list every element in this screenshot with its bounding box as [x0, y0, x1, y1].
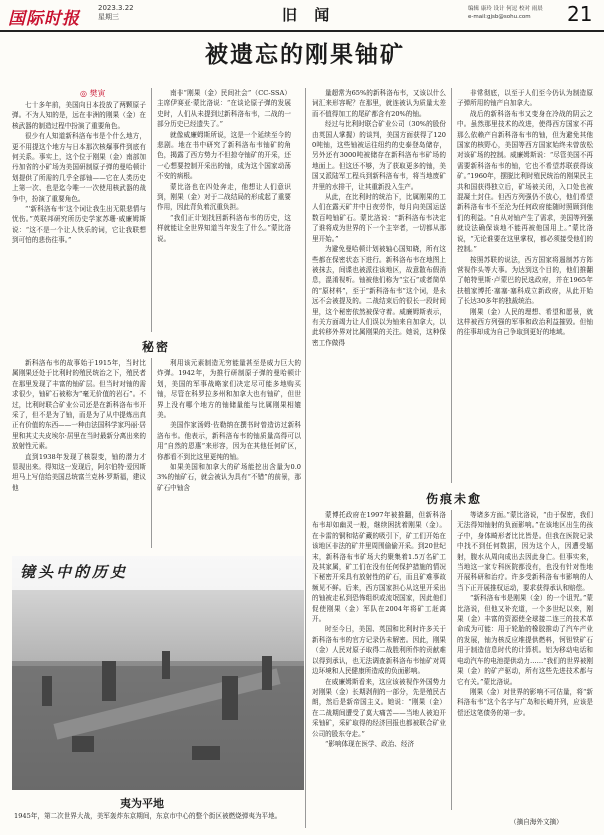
paragraph: 新科洛布韦的故事始于1915年，当时比属刚果还处于比利时的殖民统治之下，殖民者在那里发现了丰富的铀矿层。但当时对铀的需求很少，铀矿石被称为“毫无价值的岩石”。不过，比利时联合矿业公司还是在新科洛布韦开采了，但不是为了铀，而是为了从中提炼出真正有价值的东西——一种由法国科学家玛丽·居里和其丈夫皮埃尔·居里在当时最新分离出来的放射性元素。 [12, 359, 146, 451]
paragraph: 经过与比利时联合矿业公司（30%的股份由英国人掌握）的谈判，美国方面获得了1200吨铀，这些铀被运往纽约的史泰登岛储存，另外还有3000吨被储存在新科洛布韦矿场的地面上。但这还不够，为了获取更多的铀，美国又派陆军工程兵到新科洛布韦，将当地废矿井里的水排干，让其重新投入生产。 [312, 120, 446, 191]
article-column-4 [457, 88, 593, 483]
headline: 被遗忘的刚果铀矿 [205, 42, 405, 68]
date-text: 2023.3.22 [98, 4, 134, 12]
paragraph: 刚果（金）人民的理想、希望和愿景，就这样被西方列强的军事和政治利益摧毁。但铀的往事却成为自己争取到更好的地域。 [457, 307, 593, 337]
article-column-2b [157, 358, 301, 548]
paragraph: 七十多年前，美国向日本投放了两颗原子弹。不为人知的是，远在非洲的刚果（金）在核武器的制造过程中扮演了重要角色。 [12, 101, 146, 130]
column-divider [451, 88, 452, 483]
paragraph: 战后的新科洛布韦又变身在冷战的阴云之中。虽然那里技术的改进，使得西方国家不再那么依赖产自新科洛布韦的铀，但为避免其他国家的核野心，美国等西方国家始终未曾放松对该矿场的控制。威廉姆斯说：“尽管美国不再需要新科洛布韦的铀，它也不希望苏联获得该矿。”1960年，摆脱比利时殖民统治的刚果民主共和国获得独立后，矿场被关闭，入口处也被混凝土封住。但西方列强仍不放心，他们希望新科洛布韦不至沦为任何政府能随时照顾到他们的利益。“自从对铀产生了需求，美国等列强就设法确保该地不能再被他国用上。”蒙比洛说，“无论谁要在这里掌权，都必须接受他们的控制。” [457, 109, 593, 254]
paragraph: 直到1938年发现了核裂变，铀的潜力才显现出来。得知这一发现后，阿尔伯特·爱因斯坦马上写信给美国总统富兰克林·罗斯福，建议他 [12, 452, 146, 492]
column-divider [151, 88, 152, 332]
weekday-text: 星期三 [98, 13, 119, 21]
page-number: 21 [567, 2, 593, 26]
paragraph: 如果美国和加拿大的矿场能挖出含量为0.03%的铀矿石，就会被认为具有“不错”的前景，那矿石中铀含 [157, 463, 301, 492]
paragraph: “‘新科洛布韦’这个词让我生出无限悲情与忧伤。”英联邦研究所历史学家苏珊·威廉姆斯说：“这不是一个让人快乐的词，它让我联想到可怕的悲伤往事。” [12, 205, 146, 245]
paragraph: 很少有人知道新科洛布韦是个什么地方，更不用提这个地方与日本那次核爆事件到底有何关系。事实上，这个位于刚果（金）南部加丹加省的小矿场为美国研制原子弹的曼哈顿计划提供了所需的几乎全部铀——它在人类历史上第一次、也是迄今唯一一次使用核武器的战争中，扮演了重要角色。 [12, 132, 146, 203]
paragraph: 从此，在比利时的统治下，比属刚果的工人们在露天矿井中日夜劳作，每月向美国运送数百吨铀矿石。蒙比洛说：“新科洛布韦决定了谁将成为世界的下一个主宰者，一切都从那里开始。” [312, 193, 446, 243]
subheading-secret: 秘密 [142, 340, 171, 354]
historical-photo [12, 556, 304, 790]
paragraph: 非常彻底，以至于人们至今仍认为制造原子弹所用的铀产自加拿大。 [457, 89, 593, 108]
paragraph: 美国作家汤姆·佐勒纳在撰书时曾造访过新科洛布韦。他表示，新科洛布韦的铀质量高得可以用“自然的恩惠”来形容，因为在其他任何矿区，你都看不到比这里更纯的铀。 [157, 421, 301, 461]
article-column-2 [157, 88, 291, 332]
column-divider [451, 510, 452, 810]
paragraph: 刚果（金）对世界的影响不可估量，将“新科洛布韦”这个名字与广岛和长崎并列，应该是偿还这笔债务的第一步。 [457, 687, 593, 717]
paragraph: 蒙比洛也在四处奔走，他想让人们意识到，刚果（金）对于二战结局的形成起了重要作用，因此背负着沉重负担。 [157, 182, 291, 212]
photo-title: 夷为平地 [120, 797, 164, 810]
column-divider [305, 88, 306, 828]
editors-info [468, 5, 543, 21]
paragraph: 利用该元素制造无穷能量甚至是威力巨大的炸弹。1942年，为推行研制原子弹的曼哈顿计划，美国的军事战略家们决定尽可能多地购买铀，尽管在科罗拉多州和加拿大也有铀矿，但世界上没有哪个地方的铀储量能与比属刚果相媲美。 [157, 359, 301, 420]
photo-banner-text: 镜头中的历史 [20, 563, 129, 581]
article-column-3 [312, 88, 446, 483]
paragraph: 等诸多方面。”蒙比洛说，“由于保密，我们无法得知铀射的负面影响。”在该地区出生的孩子中，身体畸形者比比皆是。但我在医院记录中找不到任何数据，因为这个人，因遭受辐射，腹水从周向成出去因此身亡。但事实来，当地这一家专科医院都没有，也没有针对性地开展科研和治疗。许多受新科洛布韦影响的人当下正开展推权运动，要求获得承认和赔偿。 [457, 511, 593, 592]
paragraph: 量超常为65%的新科洛布韦，又该以什么词汇来形容呢？在那里，就连被认为质量太差而不值得加工的尾矿都含有20%的铀。 [312, 89, 446, 118]
paragraph: “我们正计划找回新科洛布韦的历史，这样就能让全世界知道当年发生了什么。”蒙比洛说。 [157, 213, 291, 243]
paragraph: 时至今日，美国、英国和比利时许多关于新科洛布韦的官方记录仍未解密。因此，刚果（金）人民对原子取得二战胜利所作的贡献难以得到承认，也无法调查新科洛布韦铀矿对周边环境和人民健康所造成的负面影响。 [312, 625, 446, 676]
article-column-3b [312, 510, 446, 830]
source-signature: （摘自海外文摘） [510, 818, 563, 826]
email-line: e-mail:gjsb@sohu.com [468, 14, 531, 20]
editors-line: 编辑 康玲 设计 何逗 校对 雨晨 [468, 6, 543, 12]
masthead-logo: 国际时报 [8, 9, 80, 29]
paragraph: 按照苏联的说法，西方国家将遏制苏方阵营视作头等大事。为达到这个目的，他们推翻了帕特里斯·卢蒙巴的民选政府，并在1965年扶植家博托·塞塞·塞科成立新政府，从此开始了长达30多年的独裁统治。 [457, 255, 593, 306]
paragraph: 就像威廉姆斯所说，这是一个延续至今的悲剧。地在书中研究了新科洛布韦铀矿的角色，揭露了西方势力不但掠夺铀矿的开采，还一心想要控制开采出的铀，成为这个国家动荡不安的病根。 [157, 130, 291, 181]
section-title: 旧 闻 [282, 6, 336, 24]
issue-date [98, 4, 134, 22]
subheading-wound: 伤痕未愈 [426, 492, 483, 506]
paragraph: 为避免曼哈顿计划被轴心国知晓，所有这些都在保密状态下进行。新科洛布韦在地图上被抹去，间谍也被派往该地区，故意散布假消息，混淆视听。铀被他们称为“宝石”或者简单的“原材料”，至于“新科洛布韦”这个词，是永远不会被提及的。二战结束后的很长一段时间里，这个秘密依然被保守着。威廉姆斯表示，有关方面竭力让人们误以为铀来自加拿大，以此转移外界对比属刚果的关注。她说，这种保密工作做得 [312, 245, 446, 347]
paragraph: 在威廉姆斯看来，这应该被视作外国势力对刚果（金）长期剥削的一部分，先是殖民古朗，然后是新帝国主义。她说：“刚果（金）在二战期间遭受了莫大痛苦——当地人被迫开采铀矿，采矿取得的经济回报也都被联合矿业公司的股东夺走。” [312, 677, 446, 738]
paragraph: 蒙博托政府在1997年被推翻，但新科洛布韦却如幽灵一般，继续困扰着刚果（金）。在卡雷的铜和钴矿藏的吸引下，矿工们开始在该地区非法的矿井里周围偷偷开采。到20世纪末，新科洛布韦矿场大约聚集着1.5万名矿工及其家属，矿工们在没有任何保护措施的情况下秘密开采具有放射性的矿石，而且矿难事故频见不鲜。后来，西方国家担心从这里开采出的铀被走私到恐怖组织或流氓国家，因此他们促使刚果（金）军队在2004年将矿工赶离开。 [312, 511, 446, 624]
paragraph: “新科洛布韦是刚果（金）的一个诅咒。”蒙比洛说，但他又补充道，一个多世纪以来，刚果（金）丰富的资源使全球接二连三的技术革命成为可能：用于轮胎的橡胶推动了汽车产业的发展，铀为核反应堆提供燃料，钶钽铁矿石用于制造信息时代的计算机。铝为移动电话和电动汽车的电池提供动力……“我们的世界被刚果（金）的矿产驱动，所有这些先进技术都与它有关。”蒙比洛说。 [457, 594, 593, 686]
column-divider [151, 358, 152, 548]
article-column-1 [12, 100, 146, 332]
paragraph: 南非“刚果（金）民间社会”（CC-SSA）主席伊赛亚·蒙比洛说：“在谈论原子弹的发展史时，人们从未提到过新科洛布韦，二战的一部分历史已经遗失了。” [157, 89, 291, 129]
paragraph: “影响体现在医学、政治、经济 [325, 739, 415, 748]
article-column-1b [12, 358, 146, 548]
photo-caption: 1945年，第二次世界大战，美军轰炸东京期间，东京市中心的整个街区被燃烧弹夷为平地。 [14, 812, 282, 820]
byline: ◎ 樊寅 [80, 89, 106, 98]
article-column-4b [457, 510, 593, 810]
